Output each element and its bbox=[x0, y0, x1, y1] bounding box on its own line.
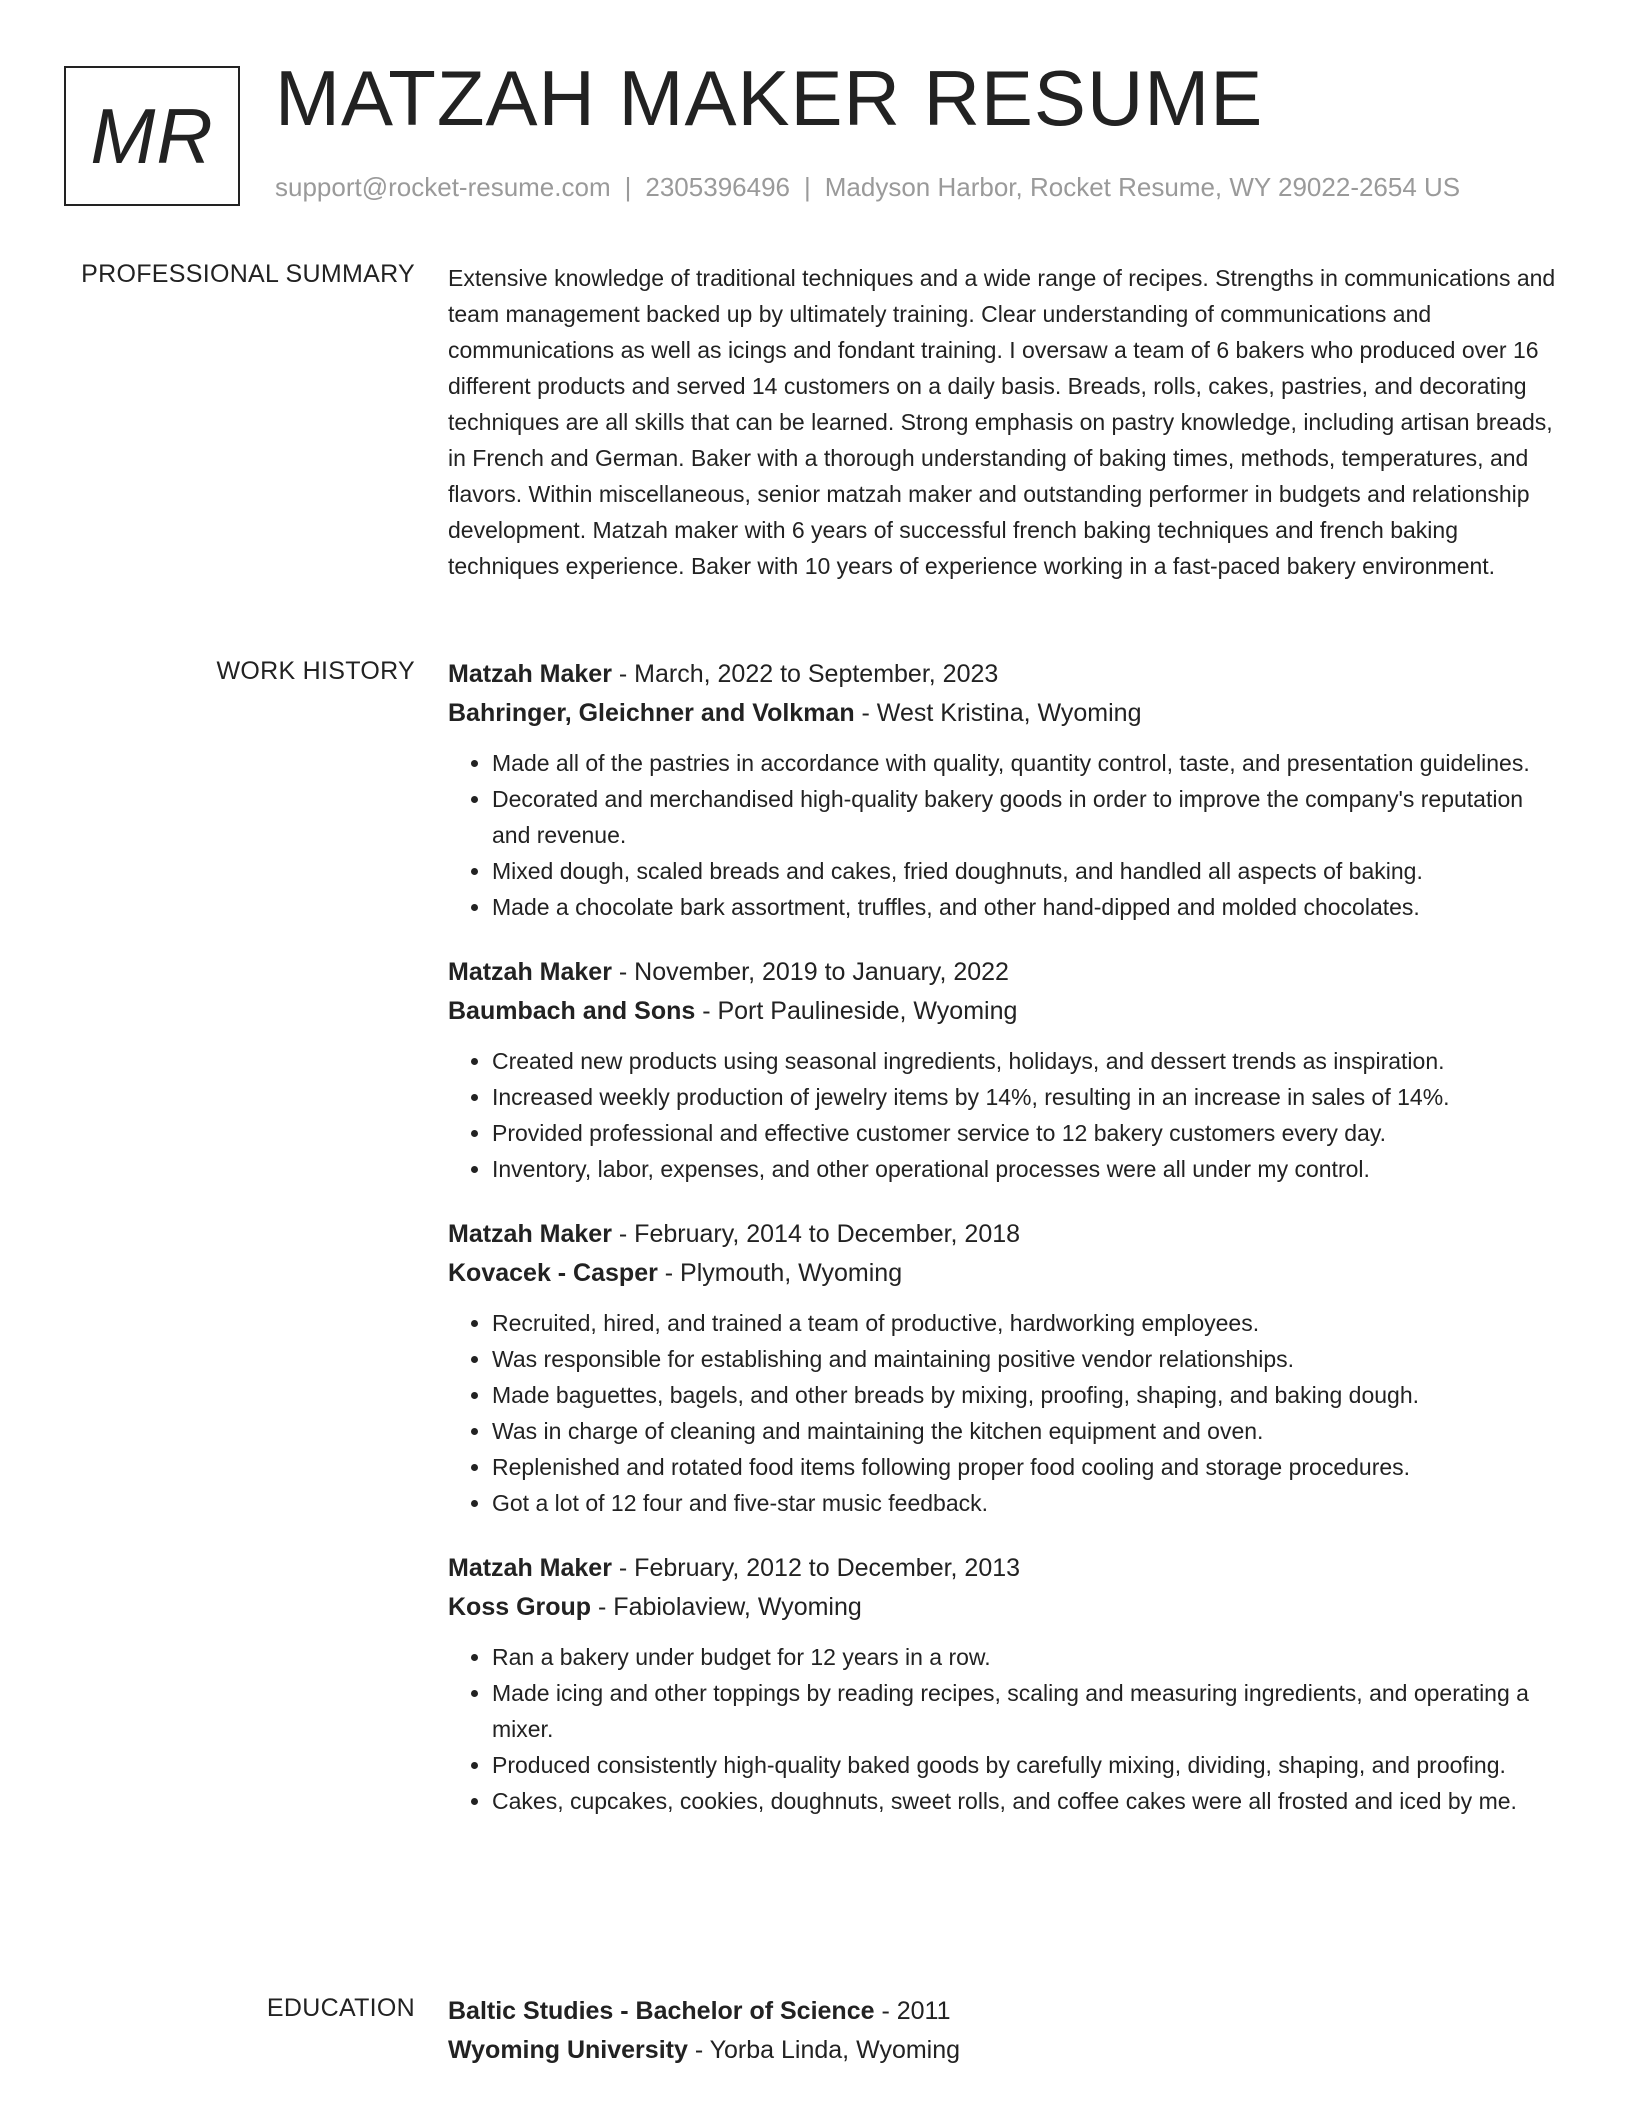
job-entry bbox=[448, 953, 1566, 1187]
education-degree: Baltic Studies - Bachelor of Science bbox=[448, 1997, 875, 2025]
job-entry bbox=[448, 1215, 1566, 1521]
job-bullet: • Cakes, cupcakes, cookies, doughnuts, sweet rolls, and coffee cakes were all frosted and iced by me. bbox=[492, 1783, 1566, 1819]
job-entry bbox=[448, 655, 1566, 925]
job-dates: - March, 2022 to September, 2023 bbox=[611, 660, 999, 688]
job-title-line bbox=[448, 1215, 1566, 1254]
contact-separator: | bbox=[624, 172, 632, 202]
job-entry bbox=[448, 1549, 1566, 1819]
contact-line bbox=[275, 172, 1460, 203]
education-school-line bbox=[448, 2031, 1566, 2070]
job-bullet: • Mixed dough, scaled breads and cakes, fried doughnuts, and handled all aspects of baking. bbox=[492, 853, 1566, 889]
contact-address: Madyson Harbor, Rocket Resume, WY 29022-2654 US bbox=[824, 172, 1461, 202]
job-bullet: • Recruited, hired, and trained a team of productive, hardworking employees. bbox=[492, 1305, 1566, 1341]
job-company: Koss Group bbox=[448, 1593, 592, 1621]
job-title: Matzah Maker bbox=[448, 1554, 612, 1582]
job-location: - Fabiolaview, Wyoming bbox=[591, 1593, 862, 1621]
job-dates: - November, 2019 to January, 2022 bbox=[611, 958, 1009, 986]
job-title-line bbox=[448, 655, 1566, 694]
job-dates: - February, 2014 to December, 2018 bbox=[611, 1220, 1021, 1248]
job-bullet: • Replenished and rotated food items following proper food cooling and storage procedures. bbox=[492, 1449, 1566, 1485]
job-bullets bbox=[448, 1043, 1566, 1187]
job-title-line bbox=[448, 1549, 1566, 1588]
job-company: Bahringer, Gleichner and Volkman bbox=[448, 699, 855, 727]
job-company-line bbox=[448, 694, 1566, 733]
job-bullets bbox=[448, 1639, 1566, 1819]
resume-title: MATZAH MAKER RESUME bbox=[275, 54, 1264, 142]
job-dates: - February, 2012 to December, 2013 bbox=[611, 1554, 1021, 1582]
job-title: Matzah Maker bbox=[448, 1220, 612, 1248]
summary-body bbox=[448, 260, 1566, 584]
section-label-work-history: WORK HISTORY bbox=[216, 657, 415, 685]
job-company: Baumbach and Sons bbox=[448, 997, 696, 1025]
job-bullet: • Made icing and other toppings by reading recipes, scaling and measuring ingredients, and operating a mixer. bbox=[492, 1675, 1566, 1747]
job-company: Kovacek - Casper bbox=[448, 1259, 658, 1287]
section-label-summary: PROFESSIONAL SUMMARY bbox=[81, 260, 415, 288]
job-company-line bbox=[448, 992, 1566, 1031]
job-bullet: • Created new products using seasonal ingredients, holidays, and dessert trends as inspiration. bbox=[492, 1043, 1566, 1079]
education-degree-line bbox=[448, 1992, 1566, 2031]
section-label-education: EDUCATION bbox=[266, 1994, 415, 2022]
job-bullets bbox=[448, 1305, 1566, 1521]
job-bullet: • Ran a bakery under budget for 12 years in a row. bbox=[492, 1639, 1566, 1675]
job-bullet: • Made baguettes, bagels, and other breads by mixing, proofing, shaping, and baking dough. bbox=[492, 1377, 1566, 1413]
job-bullet: • Got a lot of 12 four and five-star music feedback. bbox=[492, 1485, 1566, 1521]
education-body bbox=[448, 1992, 1566, 2070]
job-bullet: • Increased weekly production of jewelry items by 14%, resulting in an increase in sales of 14%. bbox=[492, 1079, 1566, 1115]
job-bullets bbox=[448, 745, 1566, 925]
job-company-line bbox=[448, 1588, 1566, 1627]
job-title: Matzah Maker bbox=[448, 958, 612, 986]
job-title: Matzah Maker bbox=[448, 660, 612, 688]
work-history-body bbox=[448, 655, 1566, 1847]
job-location: - Plymouth, Wyoming bbox=[657, 1259, 903, 1287]
job-bullet: • Produced consistently high-quality baked goods by carefully mixing, dividing, shaping, and proofing. bbox=[492, 1747, 1566, 1783]
job-company-line bbox=[448, 1254, 1566, 1293]
job-bullet: • Made all of the pastries in accordance with quality, quantity control, taste, and presentation guidelines. bbox=[492, 745, 1566, 781]
job-title-line bbox=[448, 953, 1566, 992]
contact-email: support@rocket-resume.com bbox=[275, 172, 611, 202]
monogram: MR bbox=[64, 66, 240, 206]
education-location: - Yorba Linda, Wyoming bbox=[687, 2036, 961, 2064]
education-year: - 2011 bbox=[874, 1997, 951, 2025]
job-location: - Port Paulineside, Wyoming bbox=[695, 997, 1018, 1025]
job-bullet: • Provided professional and effective customer service to 12 bakery customers every day. bbox=[492, 1115, 1566, 1151]
job-bullet: • Made a chocolate bark assortment, truffles, and other hand-dipped and molded chocolates. bbox=[492, 889, 1566, 925]
contact-phone: 2305396496 bbox=[645, 172, 790, 202]
job-bullet: • Inventory, labor, expenses, and other operational processes were all under my control. bbox=[492, 1151, 1566, 1187]
job-bullet: • Was responsible for establishing and maintaining positive vendor relationships. bbox=[492, 1341, 1566, 1377]
job-location: - West Kristina, Wyoming bbox=[854, 699, 1142, 727]
education-school: Wyoming University bbox=[448, 2036, 688, 2064]
contact-separator: | bbox=[804, 172, 811, 202]
job-bullet: • Was in charge of cleaning and maintaining the kitchen equipment and oven. bbox=[492, 1413, 1566, 1449]
job-bullet: • Decorated and merchandised high-quality bakery goods in order to improve the company's reputation and revenue. bbox=[492, 781, 1566, 853]
summary-text: Extensive knowledge of traditional techniques and a wide range of recipes. Strengths in communications and team management backed up by ultimately training. Clear understanding of communications and communications as well as icings and fondant training. I oversaw a team of 6 bakers who produced over 16 different products and served 14 customers on a daily basis. Breads, rolls, cakes, pastries, and decorating techniques are all skills that can be learned. Strong emphasis on pastry knowledge, including artisan breads, in French and German. Baker with a thorough understanding of baking times, methods, temperatures, and flavors. Within miscellaneous, senior matzah maker and outstanding performer in budgets and relationship development. Matzah maker with 6 years of successful french baking techniques and french baking techniques experience. Baker with 10 years of experience working in a fast-paced bakery environment. bbox=[448, 265, 1556, 579]
